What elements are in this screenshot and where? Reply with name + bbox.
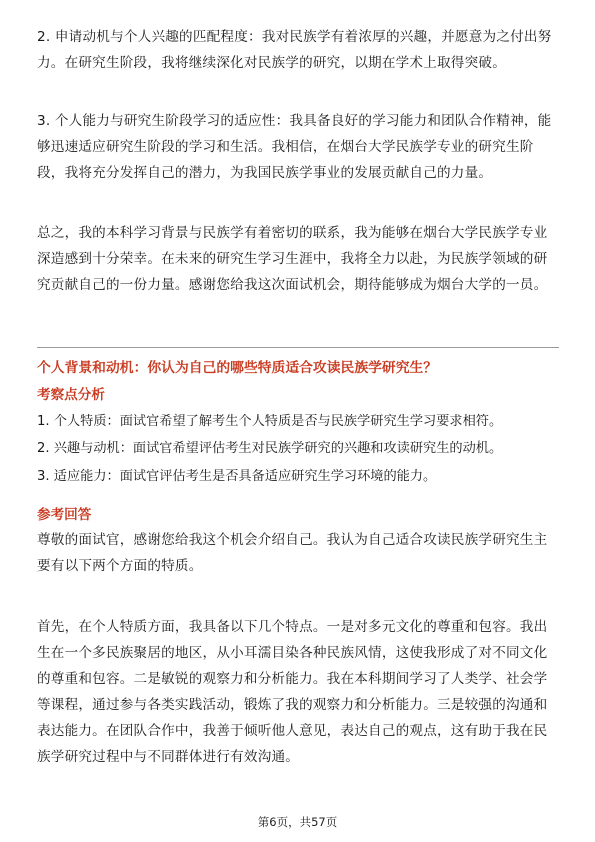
paragraph-conclusion: 总之，我的本科学习背景与民族学有着密切的联系，我为能够在烟台大学民族学专业深造感到十分荣幸。在未来的研究生学习生涯中，我将全力以赴，为民族学领域的研究贡献自己的一份力量。感谢您给我这次面试机会，期待能够成为烟台大学的一员。 bbox=[37, 225, 548, 293]
analysis-point-3: 3. 适应能力：面试官评估考生是否具备适应研究生学习环境的能力。 bbox=[37, 469, 437, 484]
section-divider bbox=[37, 347, 559, 348]
paragraph-ability-adaptability: 3. 个人能力与研究生阶段学习的适应性：我具备良好的学习能力和团队合作精神，能够迅速适应研究生阶段的学习和生活。我相信，在烟台大学民族学专业的研究生阶段，我将充分发挥自己的潜力，为我国民族学事业的发展贡献自己的力量。 bbox=[37, 113, 552, 181]
document-page bbox=[37, 0, 559, 842]
answer-heading: 参考回答 bbox=[37, 507, 92, 523]
analysis-heading: 考察点分析 bbox=[37, 387, 105, 403]
analysis-point-1: 1. 个人特质：面试官希望了解考生个人特质是否与民族学研究生学习要求相符。 bbox=[37, 414, 503, 429]
question-title: 个人背景和动机：你认为自己的哪些特质适合攻读民族学研究生？ bbox=[37, 360, 438, 376]
paragraph-motivation-match: 2. 申请动机与个人兴趣的匹配程度：我对民族学有着浓厚的兴趣，并愿意为之付出努力。在研究生阶段，我将继续深化对民族学的研究，以期在学术上取得突破。 bbox=[37, 29, 552, 71]
analysis-point-2: 2. 兴趣与动机：面试官希望评估考生对民族学研究的兴趣和攻读研究生的动机。 bbox=[37, 441, 503, 456]
answer-paragraph-traits: 首先，在个人特质方面，我具备以下几个特点。一是对多元文化的尊重和包容。我出生在一个多民族聚居的地区，从小耳濡目染各种民族风情，这使我形成了对不同文化的尊重和包容。二是敏锐的观察力和分析能力。我在本科期间学习了人类学、社会学等课程，通过参与各类实践活动，锻炼了我的观察力和分析能力。三是较强的沟通和表达能力。在团队合作中，我善于倾听他人意见，表达自己的观点，这有助于我在民族学研究过程中与不同群体进行有效沟通。 bbox=[37, 619, 548, 765]
page-number: 第6页，共57页 bbox=[257, 815, 338, 829]
answer-paragraph-intro: 尊敬的面试官，感谢您给我这个机会介绍自己。我认为自己适合攻读民族学研究生主要有以下两个方面的特质。 bbox=[37, 532, 548, 574]
